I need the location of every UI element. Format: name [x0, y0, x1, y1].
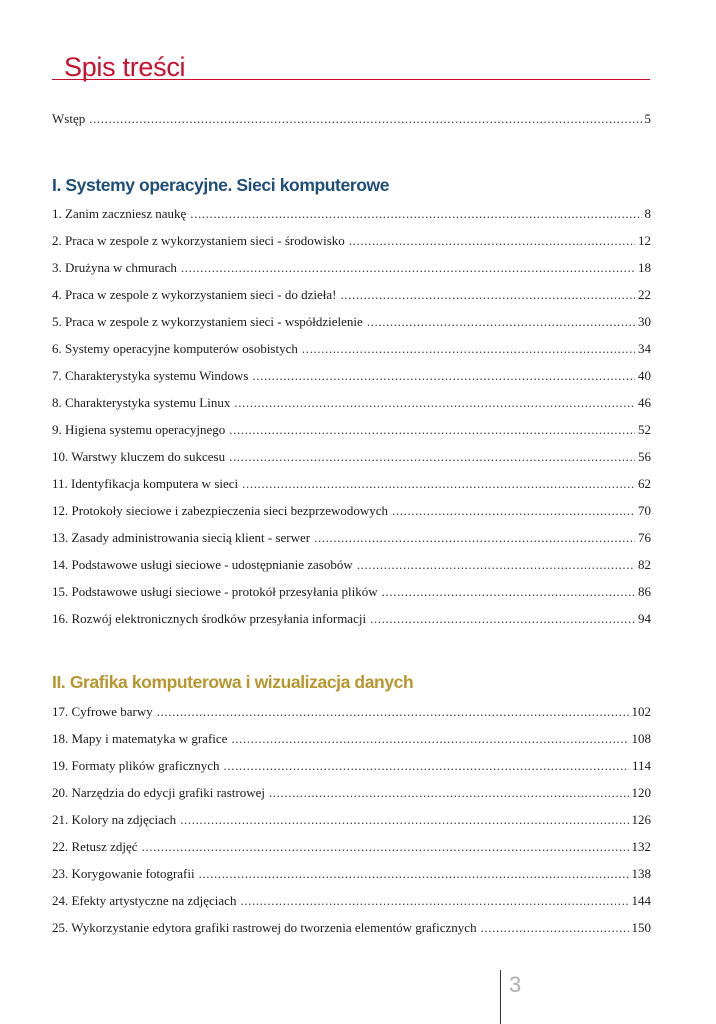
- toc-entry-page: 102: [631, 704, 651, 719]
- toc-entry-page: 94: [638, 611, 651, 626]
- dot-leader: [234, 395, 635, 411]
- toc-entry-page: 70: [638, 503, 651, 518]
- dot-leader: [181, 260, 635, 276]
- toc-entry[interactable]: [52, 812, 651, 828]
- toc-entry-page: 34: [638, 341, 651, 356]
- dot-leader: [157, 704, 629, 720]
- toc-entry-page: 46: [638, 395, 651, 410]
- toc-entry-page: 62: [638, 476, 651, 491]
- toc-entry-label: 19. Formaty plików graficznych: [52, 758, 220, 773]
- toc-entry-label: 17. Cyfrowe barwy: [52, 704, 153, 719]
- toc-entry-label: 22. Retusz zdjęć: [52, 839, 138, 854]
- dot-leader: [229, 449, 635, 465]
- dot-leader: [481, 920, 629, 936]
- section-heading-1: I. Systemy operacyjne. Sieci komputerowe: [52, 175, 390, 195]
- page-number: 3: [509, 972, 522, 997]
- dot-leader: [382, 584, 635, 600]
- toc-entry[interactable]: [52, 920, 651, 936]
- toc-entry[interactable]: [52, 866, 651, 882]
- toc-entry-page: 82: [638, 557, 651, 572]
- toc-entry-page: 150: [631, 920, 651, 935]
- toc-entry-page: 114: [631, 758, 651, 773]
- dot-leader: [180, 812, 628, 828]
- dot-leader: [340, 287, 635, 303]
- toc-entry-label: 2. Praca w zespole z wykorzystaniem sieci - środowisko: [52, 233, 345, 248]
- toc-entry[interactable]: [52, 785, 651, 801]
- dot-leader: [224, 758, 629, 774]
- footer-rule: [500, 970, 501, 1024]
- toc-entry[interactable]: [52, 704, 651, 720]
- title-rule: [52, 79, 650, 80]
- toc-entry[interactable]: [52, 758, 651, 774]
- toc-entry[interactable]: [52, 314, 651, 330]
- toc-entry[interactable]: [52, 233, 651, 249]
- toc-entry-page: 18: [638, 260, 651, 275]
- toc-entry[interactable]: [52, 260, 651, 276]
- toc-entry[interactable]: [52, 893, 651, 909]
- dot-leader: [229, 422, 635, 438]
- toc-entry[interactable]: [52, 206, 651, 222]
- toc-entry-page: 76: [638, 530, 651, 545]
- toc-entry-page: 56: [638, 449, 651, 464]
- toc-entry[interactable]: [52, 611, 651, 627]
- toc-entry-page: 8: [644, 206, 651, 221]
- toc-entry-page: 86: [638, 584, 651, 599]
- toc-entry[interactable]: [52, 557, 651, 573]
- toc-entry-label: Wstęp: [52, 111, 86, 126]
- toc-entry-label: 3. Drużyna w chmurach: [52, 260, 177, 275]
- toc-entry-label: 10. Warstwy kluczem do sukcesu: [52, 449, 226, 464]
- toc-entry-page: 12: [638, 233, 651, 248]
- dot-leader: [252, 368, 635, 384]
- dot-leader: [367, 314, 635, 330]
- toc-entry-label: 13. Zasady administrowania siecią klient - serwer: [52, 530, 311, 545]
- dot-leader: [240, 893, 628, 909]
- toc-entry-page: 52: [638, 422, 651, 437]
- toc-entry-page: 126: [631, 812, 651, 827]
- dot-leader: [242, 476, 635, 492]
- dot-leader: [357, 557, 635, 573]
- dot-leader: [269, 785, 629, 801]
- toc-entry-page: 144: [631, 893, 651, 908]
- toc-entry-label: 11. Identyfikacja komputera w sieci: [52, 476, 239, 491]
- toc-entry[interactable]: [52, 476, 651, 492]
- dot-leader: [199, 866, 629, 882]
- toc-entry-page: 108: [631, 731, 651, 746]
- dot-leader: [302, 341, 635, 357]
- toc-entry-label: 14. Podstawowe usługi sieciowe - udostępnianie zasobów: [52, 557, 353, 572]
- toc-entry-label: 21. Kolory na zdjęciach: [52, 812, 177, 827]
- toc-entry-label: 23. Korygowanie fotografii: [52, 866, 195, 881]
- dot-leader: [314, 530, 635, 546]
- toc-entry-label: 24. Efekty artystyczne na zdjęciach: [52, 893, 237, 908]
- toc-entry-page: 30: [638, 314, 651, 329]
- toc-entry-label: 6. Systemy operacyjne komputerów osobistych: [52, 341, 298, 356]
- toc-entry-intro[interactable]: [52, 111, 651, 127]
- toc-entry-label: 5. Praca w zespole z wykorzystaniem sieci - współdzielenie: [52, 314, 363, 329]
- dot-leader: [370, 611, 635, 627]
- section-heading-2: II. Grafika komputerowa i wizualizacja danych: [52, 672, 414, 692]
- toc-entry[interactable]: [52, 287, 651, 303]
- toc-entry-label: 9. Higiena systemu operacyjnego: [52, 422, 226, 437]
- dot-leader: [89, 111, 641, 127]
- dot-leader: [349, 233, 635, 249]
- toc-entry[interactable]: [52, 395, 651, 411]
- toc-entry-label: 7. Charakterystyka systemu Windows: [52, 368, 249, 383]
- toc-entry[interactable]: [52, 839, 651, 855]
- toc-entry-page: 5: [644, 111, 651, 126]
- dot-leader: [142, 839, 629, 855]
- toc-entry-label: 8. Charakterystyka systemu Linux: [52, 395, 231, 410]
- toc-entry[interactable]: [52, 368, 651, 384]
- toc-entry[interactable]: [52, 530, 651, 546]
- toc-entry[interactable]: [52, 503, 651, 519]
- toc-entry[interactable]: [52, 449, 651, 465]
- toc-entry-label: 4. Praca w zespole z wykorzystaniem sieci - do dzieła!: [52, 287, 337, 302]
- toc-entry-label: 16. Rozwój elektronicznych środków przesyłania informacji: [52, 611, 367, 626]
- toc-entry-page: 138: [631, 866, 651, 881]
- toc-entry-label: 15. Podstawowe usługi sieciowe - protokół przesyłania plików: [52, 584, 378, 599]
- toc-entry[interactable]: [52, 341, 651, 357]
- toc-entry[interactable]: [52, 422, 651, 438]
- toc-entry-page: 40: [638, 368, 651, 383]
- toc-entry-label: 20. Narzędzia do edycji grafiki rastrowej: [52, 785, 265, 800]
- toc-entry[interactable]: [52, 584, 651, 600]
- dot-leader: [231, 731, 628, 747]
- toc-entry-label: 12. Protokoły sieciowe i zabezpieczenia sieci bezprzewodowych: [52, 503, 389, 518]
- toc-entry-page: 132: [631, 839, 651, 854]
- toc-entry-label: 1. Zanim zaczniesz naukę: [52, 206, 187, 221]
- toc-entry-page: 22: [638, 287, 651, 302]
- toc-entry[interactable]: [52, 731, 651, 747]
- dot-leader: [392, 503, 635, 519]
- toc-entry-label: 18. Mapy i matematyka w grafice: [52, 731, 228, 746]
- toc-entry-label: 25. Wykorzystanie edytora grafiki rastrowej do tworzenia elementów graficznych: [52, 920, 477, 935]
- page-title: Spis treści: [64, 52, 186, 82]
- dot-leader: [190, 206, 641, 222]
- toc-entry-page: 120: [631, 785, 651, 800]
